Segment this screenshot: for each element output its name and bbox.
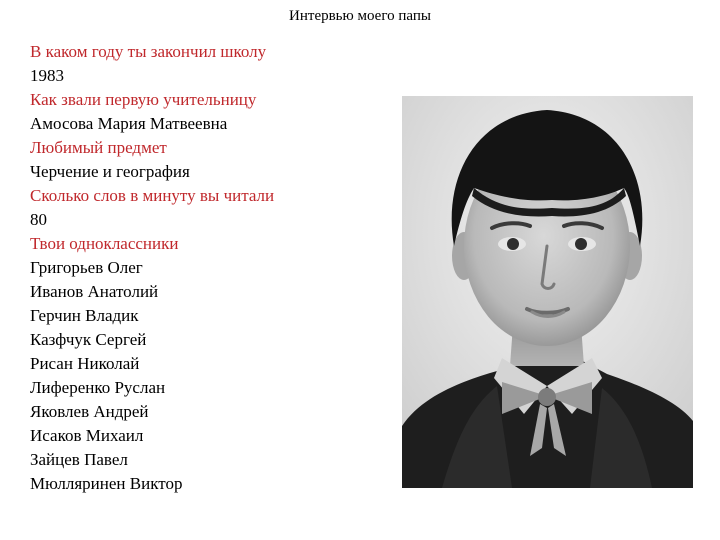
school-portrait-photo (402, 96, 693, 488)
classmate-name: Лиференко Руслан (30, 378, 166, 397)
classmate-name: Герчин Владик (30, 306, 139, 325)
answer-first-teacher: Амосова Мария Матвеевна (30, 114, 228, 133)
question-reading-speed: Сколько слов в минуту вы читали (30, 186, 275, 205)
classmate-name: Григорьев Олег (30, 258, 143, 277)
answer-reading-speed: 80 (30, 210, 47, 229)
question-first-teacher: Как звали первую учительницу (30, 90, 257, 109)
classmate-name: Казфчук Сергей (30, 330, 147, 349)
page-title: Интервью моего папы (289, 8, 431, 24)
classmate-name: Зайцев Павел (30, 450, 128, 469)
classmate-name: Рисан Николай (30, 354, 140, 373)
classmate-name: Исаков Михаил (30, 426, 144, 445)
question-favorite-subject: Любимый предмет (30, 138, 167, 157)
question-graduation-year: В каком году ты закончил школу (30, 42, 267, 61)
question-classmates: Твои одноклассники (30, 234, 179, 253)
classmate-name: Мюлляринен Виктор (30, 474, 183, 493)
interview-list (30, 40, 274, 496)
classmate-name: Яковлев Андрей (30, 402, 149, 421)
answer-graduation-year: 1983 (30, 66, 64, 85)
classmate-name: Иванов Анатолий (30, 282, 159, 301)
answer-favorite-subject: Черчение и география (30, 162, 190, 181)
